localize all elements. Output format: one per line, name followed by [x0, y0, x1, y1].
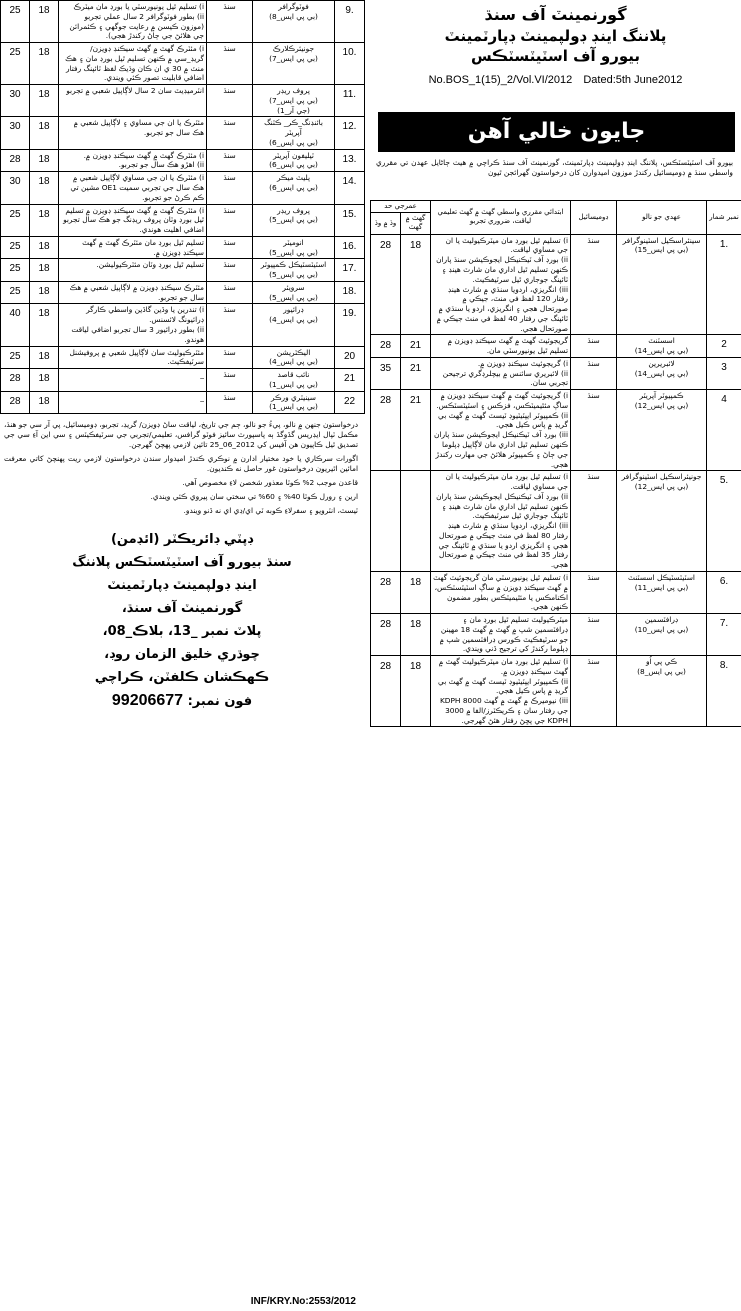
table-row: [1, 236, 365, 259]
requirement-item: i) تسليم ٿيل يونيورسٽي مان گريجوئيٽ گهٽ ۾ گهٽ سيڪنڊ ڊويزن ۾ ساڳ اسٽيٽسٽڪس، اڪنامڪس يا مئٿيميٽڪس بطور مضمون ڪنهن هجي.: [433, 572, 569, 612]
issuer-address: [0, 528, 364, 713]
requirement-item: i) تسليم ٿيل يونيورسٽي يا بورڊ مان ميٽرڪ: [73, 2, 204, 11]
post-cell: [253, 85, 335, 117]
header-domicile: ڊوميسائيل: [571, 201, 617, 235]
post-cell: [253, 117, 335, 149]
age-max-cell: 28: [1, 149, 30, 172]
age-min-cell: 18: [30, 259, 59, 282]
post-cell: [253, 346, 335, 369]
domicile-cell: سنڌ: [207, 149, 253, 172]
domicile-cell: سنڌ: [207, 1, 253, 43]
post-cell: [617, 357, 707, 389]
table-row: [371, 471, 741, 572]
age-min-cell: 18: [30, 43, 59, 85]
post-grade: (بي پي ايس_14): [634, 368, 689, 378]
table-row: [371, 571, 741, 613]
serial-number-cell: 20: [335, 346, 365, 369]
serial-number-cell: 5.: [707, 471, 741, 572]
age-min-cell: 18: [30, 149, 59, 172]
serial-number-cell: 3: [707, 357, 741, 389]
post-grade: (بي پي ايس_4): [269, 357, 318, 367]
requirement-item: i) تسليم ٿيل بورڊ مان ميٽرڪيوليٽ يا ان جي مساوي لياقت.: [445, 472, 569, 492]
age-min-cell: 18: [401, 234, 431, 335]
age-max-cell: 25: [1, 204, 30, 236]
age-max-cell: 28: [1, 369, 30, 392]
age-min-cell: 18: [30, 346, 59, 369]
domicile-cell: سنڌ: [207, 346, 253, 369]
qualification-cell: [59, 236, 207, 259]
requirement-item: ii) ڪمپيوٽر ايپٽيٽيوڊ ٽيسٽ گهٽ ۾ گهٽ بي گريڊ ۾ پاس ڪيل هجي.: [438, 676, 569, 696]
table-row: [1, 391, 365, 414]
post-name: سينئراسڪيل اسٽينوگرافر: [622, 235, 701, 245]
age-min-cell: 18: [30, 304, 59, 346]
post-cell: [617, 656, 707, 727]
post-name: اسٽيٽسٽيڪل ڪمپيوٽر: [260, 260, 327, 270]
header: [370, 0, 741, 108]
domicile-cell: سنڌ: [207, 204, 253, 236]
age-max-cell: 35: [371, 357, 401, 389]
serial-number-cell: 17.: [335, 259, 365, 282]
age-max-cell: 28: [371, 614, 401, 656]
table-row: [371, 614, 741, 656]
post-name: اسٽيٽسٽيڪل اسسٽنٽ: [628, 572, 695, 582]
qualification-cell: [59, 172, 207, 204]
age-max-cell: 25: [1, 346, 30, 369]
age-max-cell: 40: [1, 304, 30, 346]
age-min-cell: 18: [30, 369, 59, 392]
domicile-cell: سنڌ: [207, 236, 253, 259]
requirement-item: ii) بطور فوٽوگرافر 2 سال عملي تجربو (موزون ڪيسن ۾ رعايت جوگهي ۽ ڪئمرائن جي هلائڻ جي ڄاڻ رکندڙ هجي).: [69, 11, 204, 41]
post-grade: (بي پي ايس_1): [269, 379, 318, 389]
intro-paragraph: بيورو آف اسٽيٽسٽڪس، پلاننگ اينڊ ڊولپمينٽ ڊپارٽمينٽ، گورنمينٽ آف سنڌ ڪراچي ۾ هيٺ ڄاڻايل عهدن تي مقرري واسطي سنڌ ۾ ڊوميسائيل رکندڙ موزون اميدوارن کان درخواستون گهرائجن ٿيون: [376, 158, 733, 177]
post-grade: (بي پي ايس_4): [269, 315, 318, 325]
post-cell: [253, 391, 335, 414]
post-cell: [253, 43, 335, 85]
post-name: اسسٽنٽ: [648, 336, 675, 346]
serial-number-cell: 13.: [335, 149, 365, 172]
post-name: پليٽ ميڪر: [276, 173, 311, 183]
domicile-cell: سنڌ: [207, 259, 253, 282]
left-column: [0, 0, 364, 1311]
serial-number-cell: 18.: [335, 281, 365, 304]
serial-number-cell: 22: [335, 391, 365, 414]
serial-number-cell: 16.: [335, 236, 365, 259]
age-max-cell: 28: [371, 390, 401, 471]
serial-number-cell: 10.: [335, 43, 365, 85]
issuer-govt: گورنمينٽ آف سنڌ،: [121, 600, 243, 616]
post-grade: (بي پي ايس_6): [269, 137, 318, 147]
age-min-cell: 18: [30, 391, 59, 414]
table-row: [1, 346, 365, 369]
age-max-cell: 25: [1, 259, 30, 282]
age-min-cell: 18: [401, 614, 431, 656]
serial-number-cell: 8.: [707, 656, 741, 727]
post-grade: (بي پي ايس_7): [269, 95, 318, 105]
age-max-cell: 28: [1, 391, 30, 414]
requirement-item: iii) بورڊ آف ٽيڪنيڪل ايجوڪيشن سنڌ پاران ڪنهن تسليم ٿيل اداري مان لاڳاپيل ڊپلوما جي ڄاڻ ۽ ڪمپيوٽر هلائڻ جي مهارت رکندڙ هجي.: [434, 430, 569, 469]
qualification-cell: [431, 357, 571, 389]
requirement-item: ii) ڪمپيوٽر ايپٽيٽيوڊ ٽيسٽ گهٽ ۾ گهٽ بي گريڊ ۾ پاس ڪيل هجي.: [438, 410, 569, 430]
age-min-cell: [401, 471, 431, 572]
term-paragraph: درخواستون جنهن ۾ نالو، پيءُ جو نالو، ڄم جي تاريخ، لياقت ساڻ ڊويزن/ گريڊ، تجربو، ڊوميسائيل، پي آر سي جو هنڌ، مڪمل ٽپال ايڊريس گڏوگڏ ٻه پاسپورٽ سائيز فوٽو گرافس، تعليمي/تجربي جي سرٽيفڪيٽس ۽ سي اين آءِ سي جي تصديق ٿيل ڪاپيون هن آفيس کي 2012_06_25 تائين لازمي پهچڻ گهرجن.: [4, 420, 358, 450]
requirement-item: i) مئٽرڪ گهٽ ۾ گهٽ سيڪنڊ ڊويزن/ گريڊ_سي ۾ ڪنهن تسليم ٿيل بورڊ مان ۽ هڪ منٽ ۾ 30 ي ان ڪان وڌيڪ لفظ ٽائپنگ رفتار اضافي قابليت تصور ڪئي ويندي.: [65, 44, 204, 83]
phone-label: فون نمبر:: [187, 693, 253, 709]
post-grade-secondary: (جي آر_1): [277, 105, 310, 115]
post-cell: [253, 259, 335, 282]
age-min-cell: 18: [30, 172, 59, 204]
qualification-cell: [431, 656, 571, 727]
post-grade: (بي پي ايس_15): [634, 245, 689, 255]
post-name: فوٽوگرافر: [278, 2, 309, 11]
issuer-area: ڪهڪشان ڪلفٽن، ڪراچي: [94, 669, 270, 685]
table-row: [371, 656, 741, 727]
post-cell: [253, 149, 335, 172]
age-min-cell: 18: [30, 117, 59, 149]
domicile-cell: سنڌ: [571, 471, 617, 572]
post-name: پروف ريڊر: [277, 205, 310, 215]
qualification-cell: [59, 204, 207, 236]
qualification-cell: [59, 259, 207, 282]
post-cell: [617, 234, 707, 335]
serial-number-cell: 4: [707, 390, 741, 471]
age-min-cell: 18: [401, 656, 431, 727]
post-cell: [617, 614, 707, 656]
header-age: عمرجي حد: [371, 201, 431, 213]
post-name: سرويئر: [282, 282, 305, 292]
right-table-body: [371, 234, 741, 727]
post-cell: [253, 1, 335, 43]
post-grade: (بي پي ايس_6): [269, 183, 318, 193]
post-grade: (بي پي ايس_7): [269, 53, 318, 63]
age-min-cell: 21: [401, 390, 431, 471]
vacancy-table: [370, 200, 741, 727]
issuer-title: ڊپٽي ڊائريڪٽر (ائڊمن): [110, 531, 254, 547]
age-min-cell: 18: [30, 281, 59, 304]
requirement-item: iii) نيوميرڪ ۾ گهٽ ۾ گهٽ 8000 KDPH جي رفتار سان ۽ ڪريڪٽرز/الفا ۾ 3000 KDPH جي پڇڻ رفتار هئڻ گهرجي.: [439, 696, 569, 725]
qualification-cell: [59, 304, 207, 346]
post-cell: [617, 471, 707, 572]
age-max-cell: [371, 471, 401, 572]
serial-number-cell: 2: [707, 335, 741, 358]
header-age-max: وڌ ۾ وڌ: [371, 213, 401, 234]
domicile-cell: سنڌ: [571, 614, 617, 656]
requirement-item: i) مئٽرڪ گهٽ ۾ گهٽ سيڪنڊ ڊويزن ۾ تسليم ٿيل بورڊ وٽان پروف ريڊنگ جو هڪ سال تجربو اضافي اهليت هوندي.: [63, 205, 204, 235]
age-min-cell: 18: [30, 1, 59, 43]
age-max-cell: 30: [1, 172, 30, 204]
qualification-cell: [431, 390, 571, 471]
age-min-cell: 18: [30, 204, 59, 236]
table-row: [371, 234, 741, 335]
vacancy-table-continued: [0, 0, 365, 414]
age-max-cell: 28: [371, 234, 401, 335]
post-grade: (بي پي ايس_5): [269, 247, 318, 257]
post-name: نائب قاصد: [277, 370, 310, 380]
domicile-cell: سنڌ: [571, 357, 617, 389]
requirement-item: i) تسليم ٿيل بورڊ مان ميٽرڪيوليٽ يا ان جي مساوي لياقت.: [445, 235, 569, 255]
requirement-item: ii) اهڙو هڪ سال جو تجربو.: [118, 160, 204, 170]
domicile-cell: سنڌ: [207, 85, 253, 117]
post-grade: (بي پي ايس_12): [634, 400, 689, 410]
post-cell: [617, 571, 707, 613]
right-column: [370, 0, 741, 1311]
age-max-cell: 25: [1, 281, 30, 304]
issuer-plot: پلاٽ نمبر _13، بلاڪ_08،: [102, 623, 262, 639]
domicile-cell: سنڌ: [207, 117, 253, 149]
terms-and-conditions: [0, 414, 364, 516]
age-max-cell: 28: [371, 656, 401, 727]
post-grade: (بي پي ايس_5): [269, 292, 318, 302]
post-name: جونيئرڪلارڪ: [272, 44, 315, 54]
age-max-cell: 30: [1, 117, 30, 149]
post-name: اليڪٽريشن: [276, 347, 311, 357]
post-grade: (بي پي ايس_5): [269, 270, 318, 280]
domicile-cell: سنڌ: [571, 390, 617, 471]
issuer-phone-line: [0, 689, 364, 713]
age-min-cell: 18: [30, 85, 59, 117]
govt-name: گورنمينٽ آف سنڌ: [484, 5, 627, 24]
phone-number: 99206677: [111, 691, 184, 709]
post-name: ٽيليفون آپريٽر: [273, 150, 314, 160]
table-row: [1, 369, 365, 392]
qualification-cell: [59, 149, 207, 172]
requirement-item: ii) بورڊ آف ٽيڪنيڪل ايجوڪيشن سنڌ پاران ڪنهن تسليم ٿيل اداري مان شارٽ هينڊ ۽ ٽائپنگ جوجاري ٿيل سرٽيفڪيٽ.: [436, 255, 569, 284]
requirement-item: مئٽرڪيوليٽ سان لاڳاپيل شعبي ۾ پروفيشنل سرٽيفڪيٽ.: [69, 347, 204, 367]
age-max-cell: 30: [1, 85, 30, 117]
requirement-item: _: [200, 392, 204, 402]
table-row: [1, 85, 365, 117]
table-row: [1, 304, 365, 346]
domicile-cell: سنڌ: [207, 304, 253, 346]
domicile-cell: سنڌ: [571, 656, 617, 727]
header-age-min: گهٽ ۾ گهٽ: [401, 213, 431, 234]
qualification-cell: [431, 471, 571, 572]
requirement-item: iii) انگريزي، اردويا سنڌي ۾ شارٽ هينڊ رفتار 120 لفظ في منٽ، جيڪي ۾ صورتحال هجي ۽ انگريزي، اردو يا سنڌي ۾ ٽائپنگ جي رفتار 40 لفظ في منٽ جيڪي ۾ صورتحال هجي.: [436, 284, 569, 333]
vacancies-banner: جايون خالي آهن: [378, 112, 735, 152]
post-cell: [253, 304, 335, 346]
domicile-cell: سنڌ: [207, 369, 253, 392]
age-min-cell: 18: [30, 236, 59, 259]
post-grade: (بي پي ايس_5): [269, 215, 318, 225]
requirement-item: i) گريجوئيٽ گهٽ ۾ گهٽ سيڪنڊ ڊويزن ۾ ساڳ مئٿيميٽڪس، فزڪس ۽ اسٽيٽسٽڪس.: [436, 391, 569, 410]
serial-number-cell: 19.: [335, 304, 365, 346]
issuer-dept-1: سنڌ بيورو آف اسٽيٽسٽڪس پلاننگ: [72, 554, 292, 570]
domicile-cell: سنڌ: [571, 234, 617, 335]
left-table-body: [1, 1, 365, 414]
domicile-cell: سنڌ: [207, 172, 253, 204]
table-row: [1, 172, 365, 204]
reference-number: No.BOS_1(15)_2/Vol.VI/2012: [428, 74, 573, 86]
post-grade: (بي پي ايس_14): [634, 346, 689, 356]
age-max-cell: 25: [1, 1, 30, 43]
serial-number-cell: 7.: [707, 614, 741, 656]
age-min-cell: 21: [401, 357, 431, 389]
qualification-cell: [59, 43, 207, 85]
qualification-cell: [431, 614, 571, 656]
post-cell: [253, 204, 335, 236]
post-name: ڊرافٽسمين: [644, 615, 679, 625]
age-max-cell: 28: [371, 571, 401, 613]
table-row: [1, 149, 365, 172]
table-row: [371, 390, 741, 471]
requirement-item: گريجوئيٽ گهٽ ۾ گهٽ سيڪنڊ ڊويزن ۾ تسليم ٿيل يونيورسٽي مان.: [447, 336, 569, 356]
domicile-cell: سنڌ: [571, 335, 617, 358]
qualification-cell: [59, 369, 207, 392]
reference-line: [370, 74, 741, 86]
post-cell: [253, 369, 335, 392]
department-name: پلاننگ اينڊ ڊولپمينٽ ڊپارٽمينٽ: [444, 27, 667, 45]
requirement-item: ii) بطور ڊرائيور 3 سال تجربو اضافي لياقت هوندو.: [71, 324, 204, 344]
requirement-item: تسليم ٿيل بورڊ مان مئٽرڪ گهٽ ۾ گهٽ سيڪنڊ ڊويزن ۾.: [82, 237, 204, 257]
qualification-cell: [59, 117, 207, 149]
requirement-item: ميٽرڪيوليٽ تسليم ٿيل بورڊ مان ۽ ڊرافٽسمين شپ ۾ گهٽ ۾ گهٽ 18 مهينن جو سرٽيفڪيٽ ڪورس ڊرافٽسمين شپ ۾ ڊپلوما رکندڙ کي ترجيح ڏني ويندي.: [439, 615, 569, 654]
term-paragraph: ارين ۽ رورل ڪوٽا 40% ۽ 60% تي سختي سان پيروي ڪئي ويندي.: [150, 492, 358, 501]
post-cell: [253, 236, 335, 259]
requirement-item: ii) بورڊ آف ٽيڪنيڪل ايجوڪيشن سنڌ پاران ڪنهن تسليم ٿيل اداري مان شارٽ هينڊ ۽ ٽائپنگ جوجاري ٿيل سرٽيفڪيٽ.: [436, 491, 569, 521]
requirement-item: ii) لائبريري سائنس ۾ بيچلرڊگري ترجيحن تجربي سان.: [442, 368, 569, 388]
domicile-cell: سنڌ: [571, 571, 617, 613]
requirement-item: تسليم ٿيل بورڊ وٽان مئٽرڪيوليشن.: [96, 260, 204, 270]
qualification-cell: [59, 1, 207, 43]
table-row: [1, 117, 365, 149]
post-name: بائنڊنگ_ڪر_ ڪٽنگ آپريٽر: [264, 118, 323, 138]
table-row: [1, 1, 365, 43]
post-name: جونيئراسڪيل اسٽينوگرافر: [621, 472, 702, 482]
post-name: ڊرائيور: [283, 305, 304, 315]
requirement-item: _: [200, 370, 204, 380]
requirement-item: i) گريجوئيٽ سيڪنڊ ڊويزن ۾.: [477, 358, 569, 368]
age-max-cell: 25: [1, 236, 30, 259]
serial-number-cell: 21: [335, 369, 365, 392]
post-cell: [253, 281, 335, 304]
requirement-item: i) مئٽرڪ گهٽ ۾ گهٽ سيڪنڊ ڊويزن ۾.: [83, 150, 204, 160]
serial-number-cell: 12.: [335, 117, 365, 149]
post-cell: [617, 390, 707, 471]
table-row: [371, 357, 741, 389]
table-row: [1, 204, 365, 236]
requirement-item: i) تندرين يا وڏين گاڏين واسطي ڪارگر ڊرائيونگ لائسنس.: [86, 305, 204, 325]
requirement-item: iii) انگريزي، اردويا سنڌي ۾ شارٽ هينڊ رفتار 80 لفظ في منٽ جيڪي ۾ صورتحال هجي ۽ انگريزي اردو يا سنڌي ۾ ٽائپنگ جي رفتار 35 لفظ في منٽ جيڪي ۾ صورتحال هجي.: [438, 521, 569, 570]
requirement-item: i) تسليم ٿيل بورڊ مان ميٽرڪيوليٽ گهٽ ۾ گهٽ سيڪنڊ ڊويزن ۾.: [438, 657, 569, 676]
post-name: انوميٽر: [283, 237, 304, 247]
table-row: [371, 335, 741, 358]
qualification-cell: [59, 281, 207, 304]
term-paragraph: قاعدن موجب 2% ڪوٽا معذور شخصن لاءِ مخصوص آهي.: [182, 478, 358, 488]
header-sno: نمبر شمار: [707, 201, 741, 235]
age-max-cell: 28: [371, 335, 401, 358]
post-grade: (بي پي ايس_12): [634, 482, 689, 492]
age-max-cell: 25: [1, 43, 30, 85]
term-paragraph: اگورات سرڪاري يا خود مختيار ادارن ۾ نوڪري ڪندڙ اميدوار سندن درخواستون لازمي ريت پهنچڻ کاتي معرفت امائين اٿيريون درخواستون غور حاصل نه ڪنديون.: [4, 454, 358, 474]
bureau-name: بيورو آف اسٽيٽسٽڪس: [470, 47, 641, 65]
qualification-cell: [59, 85, 207, 117]
term-paragraph: ٽيسٽ، انٽرويو ۽ سفرلاءِ ڪوبه ٽي اي/ڊي اي نه ڏنو ويندو.: [183, 505, 358, 515]
post-name: ڪي پي اُو: [645, 657, 678, 667]
post-name: سينيٽري ورڪر: [271, 392, 316, 402]
age-min-cell: 21: [401, 335, 431, 358]
post-name: لائبريرين: [648, 358, 675, 368]
post-name: ڪمپيوٽر آپريٽر: [639, 391, 684, 401]
domicile-cell: سنڌ: [207, 43, 253, 85]
qualification-cell: [431, 571, 571, 613]
serial-number-cell: 9.: [335, 1, 365, 43]
qualification-cell: [431, 335, 571, 358]
table-row: [1, 281, 365, 304]
domicile-cell: سنڌ: [207, 391, 253, 414]
header-qualification: ابتدائي مقرري واسطي گهٽ ۾ گهٽ تعليمي لياقت، ضروري تجربو: [431, 201, 571, 235]
reference-date: Dated:5th June2012: [583, 74, 683, 86]
post-cell: [617, 335, 707, 358]
age-min-cell: 18: [401, 571, 431, 613]
inf-code: INF/KRY.No:2553/2012: [250, 1296, 356, 1307]
requirement-item: مئٽرڪ سيڪنڊ ڊويزن ۾ لاڳاپيل شعبي ۾ هڪ سال جو تجربو.: [69, 282, 204, 302]
serial-number-cell: 6.: [707, 571, 741, 613]
issuer-dept-2: اينڊ ڊولپمينٽ ڊپارٽمينٽ: [107, 577, 257, 593]
qualification-cell: [59, 346, 207, 369]
header-post: عهدي جو نالو: [617, 201, 707, 235]
post-grade: (بي پي ايس_1): [269, 402, 318, 412]
qualification-cell: [59, 391, 207, 414]
serial-number-cell: 1.: [707, 234, 741, 335]
table-row: [1, 43, 365, 85]
table-row: [1, 259, 365, 282]
qualification-cell: [431, 234, 571, 335]
serial-number-cell: 11.: [335, 85, 365, 117]
serial-number-cell: 14.: [335, 172, 365, 204]
requirement-item: مئٽرڪ يا ان جي مساوي ۽ لاڳاپيل شعبي ۾ هڪ سال جو تجربو.: [73, 118, 204, 138]
post-grade: (بي پي ايس_8): [637, 666, 686, 676]
post-grade: (بي پي ايس_8): [269, 11, 318, 21]
post-grade: (بي پي ايس_10): [634, 624, 689, 634]
post-grade: (بي پي ايس_11): [634, 582, 689, 592]
issuer-road: چوڌري خليق الزمان روڊ،: [104, 646, 260, 662]
domicile-cell: سنڌ: [207, 281, 253, 304]
requirement-item: انٽرميڊيٽ سان 2 سال لاڳاپيل شعبي ۾ تجربو: [66, 86, 204, 96]
post-name: پروف ريڊر: [277, 86, 310, 96]
post-grade: (بي پي ايس_6): [269, 160, 318, 170]
requirement-item: i) مئٽرڪ يا ان جي مساوي لاڳاپيل شعبي ۾ هڪ سال جي تجربي سميت OE1 مشين تي ڪم ڪرڻ جو تجربو.: [70, 173, 204, 202]
serial-number-cell: 15.: [335, 204, 365, 236]
post-cell: [253, 172, 335, 204]
